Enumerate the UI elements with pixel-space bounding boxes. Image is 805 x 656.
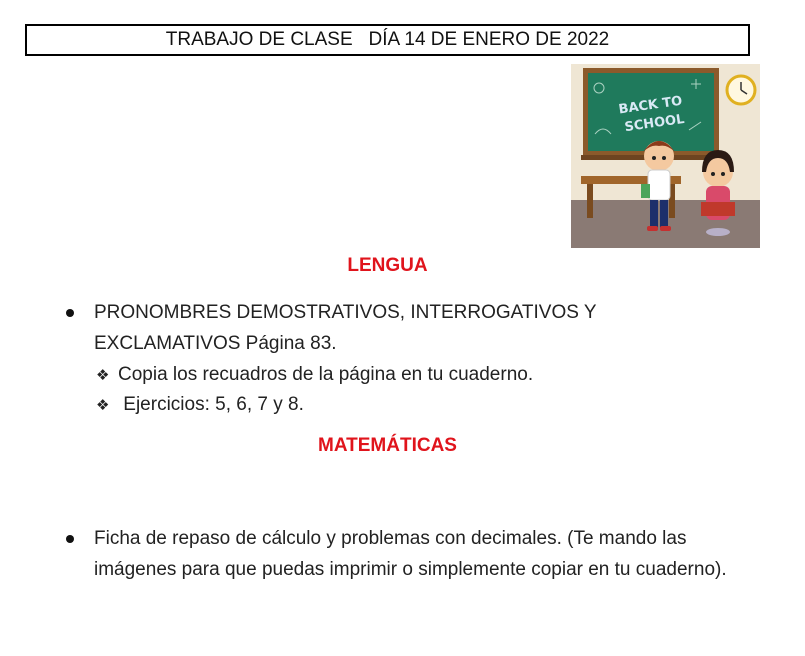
sub-list-item-text: Ejercicios: 5, 6, 7 y 8. xyxy=(118,394,304,415)
list-item-text: PRONOMBRES DEMOSTRATIVOS, INTERROGATIVOS Y EXCLAMATIVOS Página 83. xyxy=(94,302,597,354)
sub-list-item xyxy=(96,360,533,390)
sub-list-item xyxy=(96,390,304,420)
four-diamond-bullet-icon: ❖ xyxy=(96,396,110,414)
list-item-text: Ficha de repaso de cálculo y problemas con decimales. (Te mando las imágenes para que puedas imprimir o simplemente copiar en tu cuaderno). xyxy=(94,528,727,580)
bullet-dot-icon xyxy=(66,309,74,317)
board-text-line2: SCHOOL xyxy=(623,111,686,136)
back-to-school-illustration xyxy=(571,64,760,248)
bullet-dot-icon xyxy=(66,535,74,543)
page-title: TRABAJO DE CLASE DÍA 14 DE ENERO DE 2022 xyxy=(25,24,750,56)
section-heading-matematicas: MATEMÁTICAS xyxy=(318,435,457,456)
four-diamond-bullet-icon: ❖ xyxy=(96,366,110,384)
sub-list-item-text: Copia los recuadros de la página en tu cuaderno. xyxy=(118,364,534,385)
section-heading-lengua: LENGUA xyxy=(347,255,428,276)
board-text-line1: BACK TO xyxy=(617,93,684,118)
